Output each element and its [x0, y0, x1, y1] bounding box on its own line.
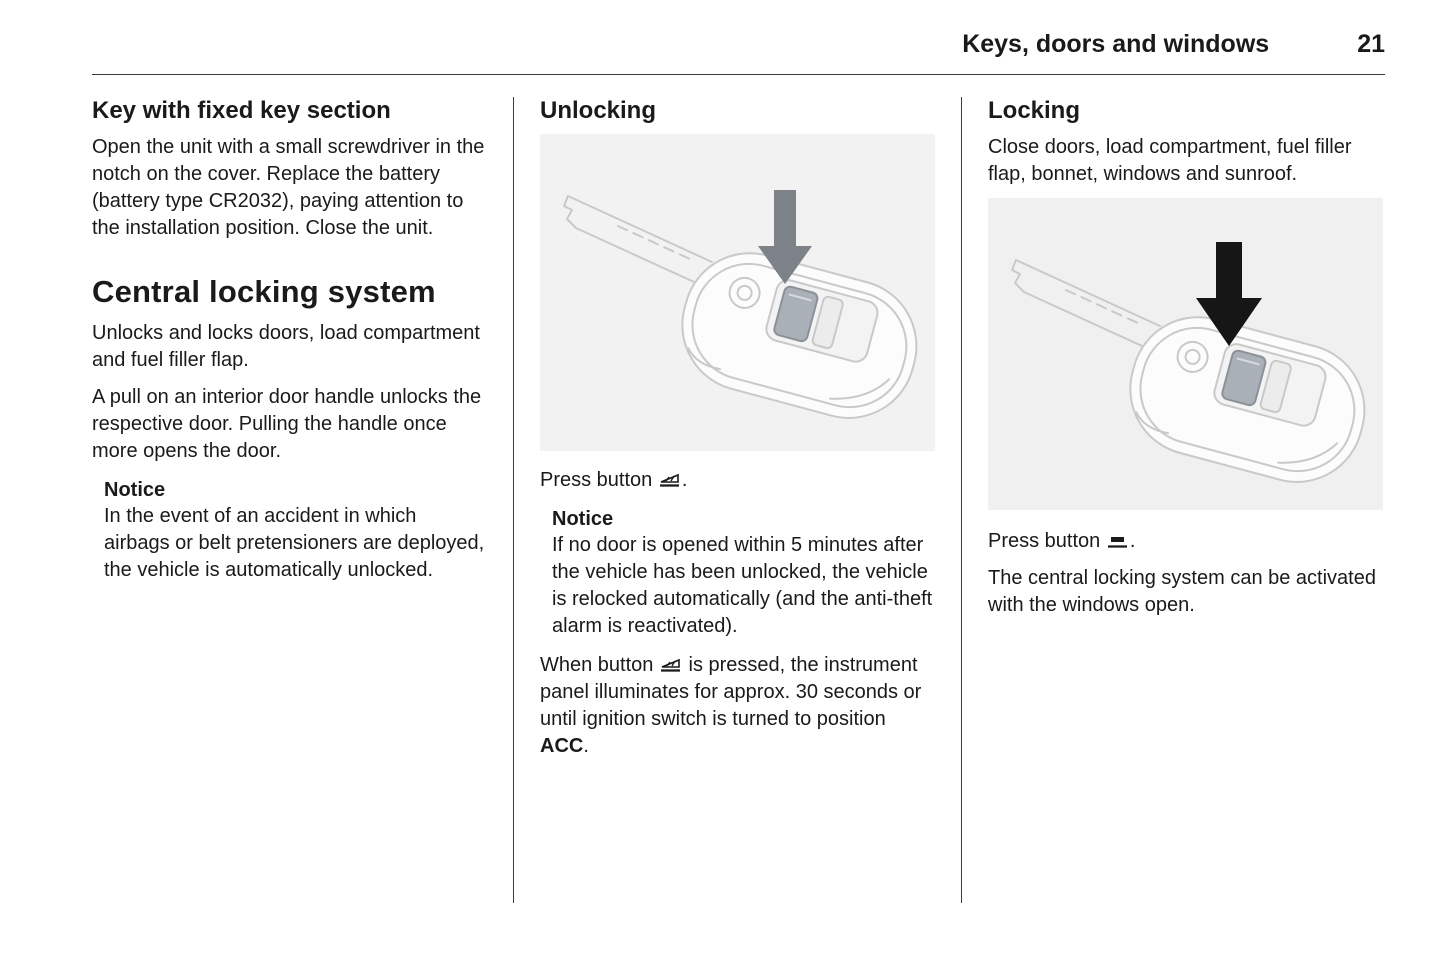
section-heading: Locking	[988, 97, 1081, 124]
section-heading: Unlocking	[540, 97, 657, 124]
content-columns	[92, 97, 1385, 925]
body-paragraph: Unlocks and locks doors, load compartment and fuel filler flap.	[92, 322, 480, 371]
notice-label: Notice	[552, 508, 614, 530]
when-text-pre: When button	[540, 654, 659, 676]
press-text: Press button	[540, 469, 658, 491]
press-text: Press button	[988, 530, 1106, 552]
body-paragraph: Close doors, load compartment, fuel filler flap, bonnet, windows and sunroof.	[988, 136, 1352, 185]
unlock-button-icon	[659, 657, 683, 673]
column-divider	[961, 97, 962, 903]
body-paragraph	[540, 652, 935, 760]
acc-position-label: ACC	[540, 735, 584, 757]
remote-key-unlock-image	[540, 134, 935, 451]
notice-block	[552, 508, 935, 640]
body-paragraph: Open the unit with a small screwdriver in the notch on the cover. Replace the battery (battery type CR2032), paying attention to the installation position. Close the unit.	[92, 136, 485, 239]
page-header	[92, 0, 1385, 75]
notice-block	[104, 479, 487, 584]
body-paragraph: A pull on an interior door handle unlocks the respective door. Pulling the handle once more opens the door.	[92, 386, 482, 462]
press-button-line	[988, 528, 1383, 555]
when-text-mid: is pressed, the instrument panel illuminates for approx. 30 seconds or until ignition switch is turned to position	[540, 654, 922, 730]
header-line	[92, 0, 1385, 59]
column-locking	[988, 97, 1383, 925]
press-text-end: .	[1129, 530, 1136, 552]
column-key-section	[92, 97, 487, 925]
header-rule	[92, 74, 1385, 75]
column-unlocking	[540, 97, 935, 925]
press-button-line	[540, 467, 935, 494]
unlock-button-icon	[658, 472, 682, 488]
notice-label: Notice	[104, 479, 166, 501]
remote-key-lock-image	[988, 198, 1383, 510]
unlocking-key-illustration	[540, 134, 935, 451]
lock-button-icon	[1106, 533, 1130, 549]
notice-body: If no door is opened within 5 minutes after the vehicle has been unlocked, the vehicle is relocked automatically (and the anti-theft alarm is reactivated).	[552, 534, 933, 637]
chapter-title: Keys, doors and windows	[962, 30, 1270, 58]
column-divider	[513, 97, 514, 903]
notice-body: In the event of an accident in which airbags or belt pretensioners are deployed, the vehicle is automatically unlocked.	[104, 505, 485, 581]
when-text-end: .	[583, 735, 589, 757]
locking-key-illustration	[988, 198, 1383, 510]
press-text-end: .	[681, 469, 688, 491]
body-paragraph: The central locking system can be activated with the windows open.	[988, 567, 1376, 616]
section-heading-large: Central locking system	[92, 274, 436, 309]
section-heading: Key with fixed key section	[92, 97, 391, 124]
page-number: 21	[1357, 30, 1385, 58]
